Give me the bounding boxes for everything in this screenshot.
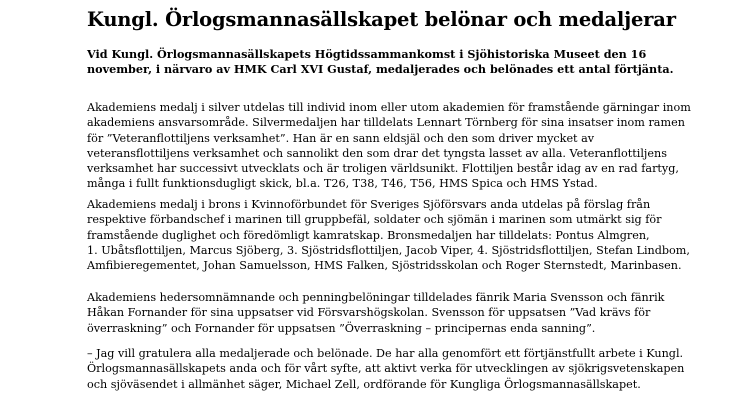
paragraph-line: verksamhet har successivt utvecklats och är troligen världsunikt. Flottiljen består idag av en rad fartyg, xyxy=(87,162,679,176)
paragraph-line: överraskning” och Fornander för uppsatsen ”Överraskning – principernas enda sanning”. xyxy=(87,321,596,335)
article-title: Kungl. Örlogsmannasällskapet belönar och medaljerar xyxy=(87,8,676,31)
paragraph-line: Amfibieregementet, Johan Samuelsson, HMS Falken, Sjöstridsskolan och Roger Sternstedt, Marinbasen. xyxy=(87,259,682,273)
lead-line: november, i närvaro av HMK Carl XVI Gustaf, medaljerades och belönades ett antal förtjänta. xyxy=(87,62,674,77)
paragraph-silver-medal xyxy=(87,100,739,192)
paragraph-line: 1. Ubåtsflottiljen, Marcus Sjöberg, 3. Sjöstridsflottiljen, Jacob Viper, 4. Sjöstridsflottiljen, Stefan Lindbom, xyxy=(87,243,690,257)
paragraph-line: Akademiens medalj i brons i Kvinnoförbundet för Sveriges Sjöförsvars anda utdelas på förslag från xyxy=(87,198,651,211)
paragraph-honorable-mention xyxy=(87,290,739,336)
paragraph-line: Håkan Fornander för sina uppsatser vid Försvarshögskolan. Svensson för uppsatsen ”Vad krävs för xyxy=(87,306,651,320)
paragraph-bronze-medal xyxy=(87,197,739,273)
paragraph-line: framstående duglighet och föredömligt kamratskap. Bronsmedaljen har tilldelats: Pontus Almgren, xyxy=(87,228,650,242)
paragraph-line: Akademiens hedersomnämnande och penningbelöningar tilldelades fänrik Maria Svensson och fänrik xyxy=(87,291,665,304)
paragraph-line: för ”Veteranflottiljens verksamhet”. Han är en sann eldsjäl och den som driver mycket av xyxy=(87,131,595,145)
paragraph-line: Akademiens medalj i silver utdelas till individ inom eller utom akademien för framstående gärningar inom xyxy=(87,101,691,114)
paragraph-quote xyxy=(87,346,739,392)
paragraph-line: och sjöväsendet i allmänhet säger, Michael Zell, ordförande för Kungliga Örlogsmannasällskapet. xyxy=(87,377,641,391)
lead-line: Vid Kungl. Örlogsmannasällskapets Högtidssammankomst i Sjöhistoriska Museet den 16 xyxy=(87,47,647,61)
paragraph-line: veteransflottiljens verksamhet och sannolikt den som drar det tyngsta lasset av alla. Veteranflottiljens xyxy=(87,146,667,160)
paragraph-line: – Jag vill gratulera alla medaljerade och belönade. De har alla genomfört ett förtjänstfullt arbete i Kungl. xyxy=(87,347,684,360)
paragraph-line: respektive förbandschef i marinen till gruppbefäl, soldater och sjömän i marinen som utmärkt sig för xyxy=(87,213,662,227)
paragraph-line: många i fullt funktionsdugligt skick, bl.a. T26, T38, T46, T56, HMS Spica och HMS Ystad. xyxy=(87,177,598,191)
paragraph-line: Örlogsmannasällskapets anda och för vårt syfte, att aktivt verka för utvecklingen av sjökrigsvetenskapen xyxy=(87,362,685,376)
article-lead xyxy=(87,47,739,78)
paragraph-line: akademiens ansvarsområde. Silvermedaljen har tilldelats Lennart Törnberg för sina insatser inom ramen xyxy=(87,116,685,130)
